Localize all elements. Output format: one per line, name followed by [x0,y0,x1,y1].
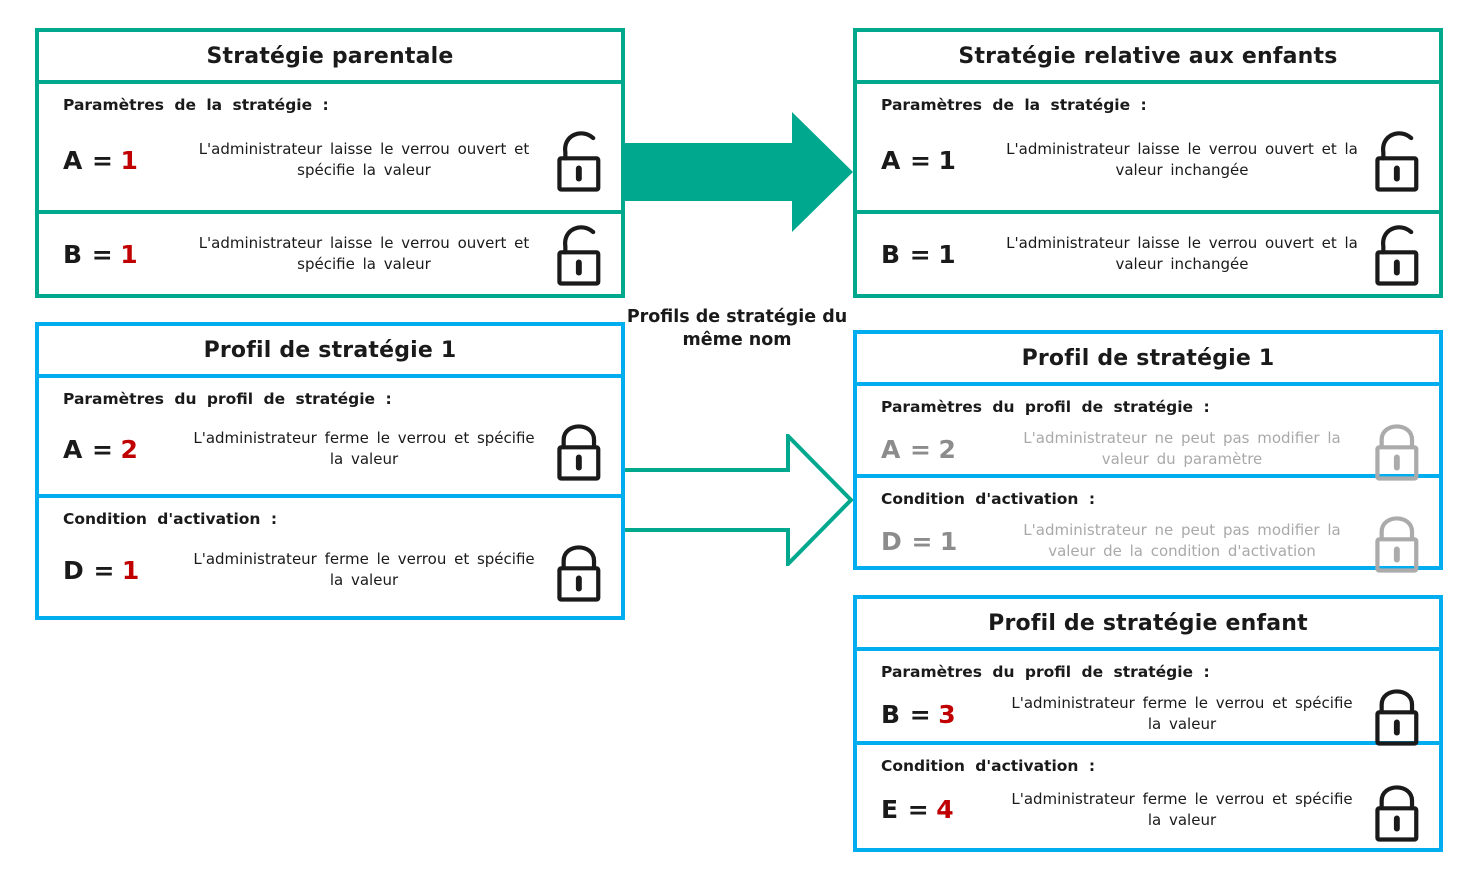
variable-value: 2 [120,434,139,464]
variable-value: 1 [121,555,140,585]
same-name-profiles-label: Profils de stratégie du même nom [626,307,848,350]
inherited-policy-profile-1-box [853,330,1443,570]
setting-description: L'administrateur ferme le verrou et spécifie la valeur [1011,694,1353,733]
setting-description: L'administrateur ferme le verrou et spécifie la valeur [1011,789,1353,829]
policy-profile-1-box [35,322,625,620]
variable-value: 4 [936,795,955,824]
section-label: Paramètres de la stratégie : [63,96,329,114]
section-label: Paramètres du profil de stratégie : [881,663,1210,681]
closed-lock-icon [1365,681,1427,747]
variable-value: 1 [939,526,958,556]
variable-label: B = 1 [63,239,139,269]
setting-description: L'administrateur ne peut pas modifier la valeur de la condition d'activation [1023,521,1341,560]
setting-description: L'administrateur laisse le verrou ouvert et la valeur inchangée [1006,234,1358,273]
setting-description: L'administrateur ferme le verrou et spécifie la valeur [193,550,535,589]
setting-description: L'administrateur laisse le verrou ouvert et la valeur inchangée [1006,140,1358,179]
variable-value: 1 [938,145,957,175]
section-label: Paramètres du profil de stratégie : [881,398,1210,416]
box-title: Profil de stratégie 1 [39,326,621,378]
closed-lock-icon [1365,777,1427,843]
policy-setting-row [857,386,1439,478]
setting-description: L'administrateur ferme le verrou et spécifie la valeur [193,429,535,468]
closed-lock-icon [547,537,609,603]
open-lock-icon [547,221,609,287]
variable-value: 1 [120,239,139,269]
section-label: Paramètres de la stratégie : [881,96,1147,114]
section-label: Paramètres du profil de stratégie : [63,390,392,408]
variable-label: D = 1 [63,555,140,585]
policy-setting-row [39,498,621,616]
policy-inheritance-arrow [624,112,853,232]
policy-setting-row [39,214,621,294]
closed-lock-icon [547,416,609,482]
box-title: Profil de stratégie 1 [857,334,1439,386]
closed-lock-gray-icon [1365,508,1427,574]
closed-lock-gray-icon [1365,416,1427,482]
section-label: Condition d'activation : [881,490,1096,508]
variable-value: 2 [938,434,957,464]
open-lock-icon [547,127,609,193]
policy-setting-row [39,378,621,498]
setting-description: L'administrateur ne peut pas modifier la valeur du paramètre [1023,429,1341,468]
setting-description: L'administrateur laisse le verrou ouvert et spécifie la valeur [198,140,530,179]
child-policy-box [853,28,1443,298]
policy-setting-row [857,84,1439,214]
child-policy-profile-box [853,595,1443,852]
variable-label: A = 1 [881,145,957,175]
variable-label: A = 2 [63,434,139,464]
box-title: Profil de stratégie enfant [857,599,1439,651]
variable-value: 1 [120,145,139,175]
open-lock-icon [1365,127,1427,193]
section-label: Condition d'activation : [881,757,1096,775]
variable-label: B = 3 [881,699,957,729]
policy-setting-row [857,214,1439,294]
box-title: Stratégie parentale [39,32,621,84]
box-title: Stratégie relative aux enfants [857,32,1439,84]
parent-policy-box [35,28,625,298]
policy-setting-row [857,651,1439,745]
setting-description: L'administrateur laisse le verrou ouvert et spécifie la valeur [198,234,530,273]
variable-label: D = 1 [881,526,958,556]
policy-setting-row [857,478,1439,578]
variable-value: 3 [938,699,957,729]
variable-label: A = 1 [63,145,139,175]
variable-value: 1 [938,239,957,269]
variable-label: E = 4 [881,795,955,824]
section-label: Condition d'activation : [63,510,278,528]
policy-setting-row [39,84,621,214]
policy-setting-row [857,745,1439,848]
variable-label: A = 2 [881,434,957,464]
profile-inheritance-arrow [622,434,855,566]
variable-label: B = 1 [881,239,957,269]
open-lock-icon [1365,221,1427,287]
